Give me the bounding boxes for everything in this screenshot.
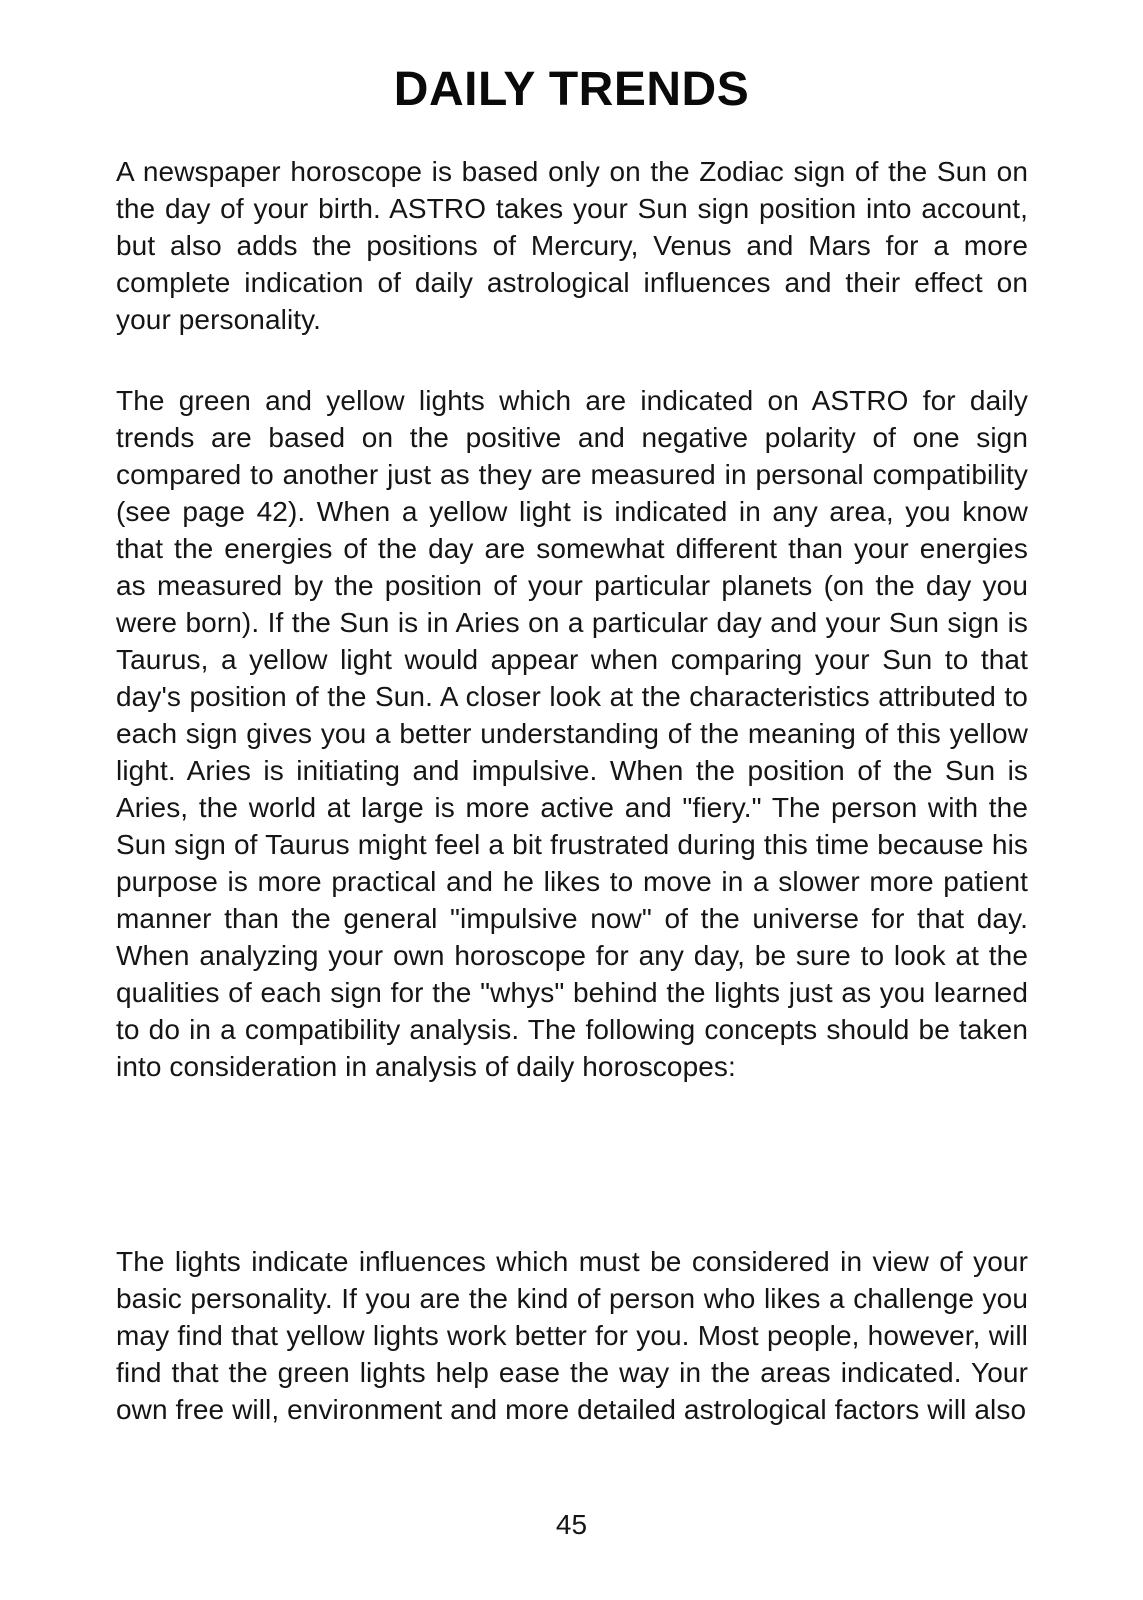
- paragraph-influences: The lights indicate influences which must be considered in view of your basic personality. If you are the kind of person who likes a challenge you may find that yellow lights work better for you. Most people, however, will find that the green lights help ease the way in the areas indicated. Your own free will, environment and more detailed astrological factors will also: [116, 1246, 1028, 1425]
- paragraph-intro: A newspaper horoscope is based only on the Zodiac sign of the Sun on the day of your birth. ASTRO takes your Sun sign position into account, but also adds the positions of Mercury, Venus and Mars for a more complete indication of daily astrological influences and their effect on your personality.: [116, 156, 1028, 335]
- paragraph-lights: The green and yellow lights which are indicated on ASTRO for daily trends are based on the positive and negative polarity of one sign compared to another just as they are measured in personal compatibility (see page 42). When a yellow light is indicated in any area, you know that the energies of the day are somewhat different than your energies as measured by the position of your particular planets (on the day you were born). If the Sun is in Aries on a particular day and your Sun sign is Taurus, a yellow light would appear when comparing your Sun to that day's position of the Sun. A closer look at the characteristics attributed to each sign gives you a better understanding of the meaning of this yellow light. Aries is initiating and impulsive. When the position of the Sun is Aries, the world at large is more active and "fiery." The person with the Sun sign of Taurus might feel a bit frustrated during this time because his purpose is more practical and he likes to move in a slower more patient manner than the general "impulsive now" of the universe for that day. When analyzing your own horoscope for any day, be sure to look at the qualities of each sign for the "whys" behind the lights just as you learned to do in a compatibility analysis. The following concepts should be taken into consideration in analysis of daily horoscopes:: [116, 385, 1028, 1082]
- page-title: DAILY TRENDS: [393, 63, 750, 116]
- page-number: 45: [555, 1509, 588, 1540]
